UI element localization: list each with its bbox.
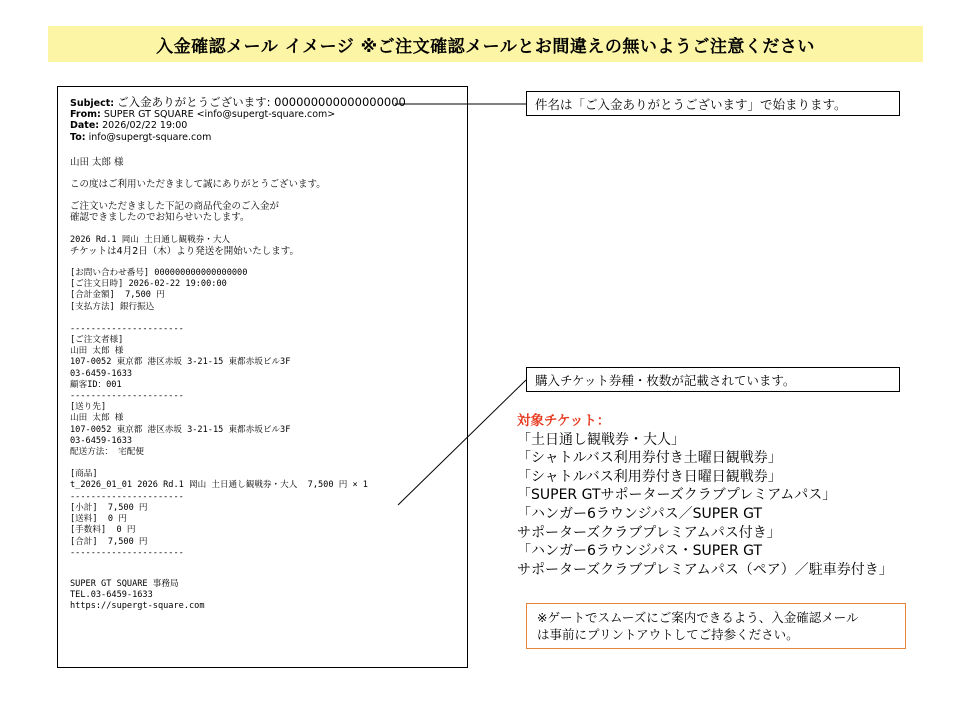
ticket-item: サポーターズクラブプレミアムパス（ペア）／駐車券付き」 — [517, 561, 893, 578]
handling-fee: [手数料] 0 円 — [70, 525, 136, 536]
ship-name: 山田 太郎 様 — [70, 413, 124, 424]
print-notice — [526, 603, 906, 649]
ship-address: 107-0052 東京都 港区赤坂 3-21-15 東都赤坂ビル3F — [70, 424, 291, 435]
ship-header: [送り先] — [70, 402, 107, 413]
notice-line-1: ※ゲートでスムーズにご案内できるよう、入金確認メール — [537, 610, 859, 625]
divider: ---------------------- — [70, 491, 184, 502]
ticket-connector-line — [398, 380, 526, 505]
product-header: [商品] — [70, 469, 98, 480]
ticket-item: 「ハンガー6ラウンジパス／SUPER GT — [517, 505, 763, 522]
confirm-text-1: ご注文いただきました下記の商品代金のご入金が — [70, 201, 280, 213]
date-value: 2026/02/22 19:00 — [102, 120, 188, 132]
banner-title: 入金確認メール イメージ ※ご注文確認メールとお間違えの無いようご注意ください — [156, 36, 815, 57]
event-line-2: チケットは4月2日（木）より発送を開始いたします。 — [70, 245, 299, 257]
greeting: 山田 太郎 様 — [70, 156, 124, 168]
divider: ---------------------- — [70, 547, 184, 558]
ticket-item: サポーターズクラブプレミアムパス付き」 — [517, 524, 781, 541]
subject-label: Subject: — [70, 98, 115, 109]
payment-method: [支払方法] 銀行振込 — [70, 301, 155, 312]
from-value: SUPER GT SQUARE <info@supergt-square.com> — [103, 109, 336, 121]
ticket-callout — [526, 367, 900, 392]
orderer-name: 山田 太郎 様 — [70, 346, 124, 357]
thanks-text: この度はご利用いただきまして誠にありがとうございます。 — [70, 179, 326, 191]
subject-value: ご入金ありがとうございます: 000000000000000000 — [117, 95, 406, 109]
ship-method: 配送方法： 宅配便 — [70, 447, 144, 458]
ticket-list — [517, 412, 893, 579]
office-url: https://supergt-square.com — [70, 601, 205, 612]
order-datetime: [ご注文日時] 2026-02-22 19:00:00 — [70, 279, 227, 290]
ticket-list-title: 対象チケット： — [517, 413, 611, 429]
to-label: To: — [70, 131, 86, 143]
grand-total: [合計] 7,500 円 — [70, 536, 148, 547]
ticket-item: 「シャトルバス利用券付き日曜日観戦券」 — [517, 468, 782, 485]
orderer-address: 107-0052 東京都 港区赤坂 3-21-15 東都赤坂ビル3F — [70, 357, 291, 368]
subject-callout — [526, 91, 900, 116]
total-amount: [合計金額] 7,500 円 — [70, 290, 165, 301]
office-tel: TEL.03-6459-1633 — [70, 590, 153, 601]
ship-phone: 03-6459-1633 — [70, 435, 133, 446]
divider: ---------------------- — [70, 391, 184, 402]
divider: ---------------------- — [70, 323, 184, 334]
product-line: t_2026_01_01 2026 Rd.1 岡山 土日通し観戦券・大人 7,500 円 × 1 — [70, 480, 368, 491]
notice-line-2: は事前にプリントアウトしてご持参ください。 — [537, 627, 799, 642]
customer-id: 顧客ID：001 — [70, 379, 122, 390]
ticket-item: 「シャトルバス利用券付き土曜日観戦券」 — [517, 450, 782, 467]
ticket-item: 「SUPER GTサポーターズクラブプレミアムパス」 — [517, 487, 837, 504]
date-label: Date: — [70, 120, 100, 132]
orderer-header: [ご注文者様] — [70, 335, 124, 346]
from-label: From: — [70, 109, 101, 121]
inquiry-number: [お問い合わせ番号] 000000000000000000 — [70, 268, 248, 279]
office-name: SUPER GT SQUARE 事務局 — [70, 578, 179, 589]
ticket-callout-text: 購入チケット券種・枚数が記載されています。 — [535, 372, 796, 388]
shipping-fee: [送料] 0 円 — [70, 514, 127, 525]
event-line-1: 2026 Rd.1 岡山 土日通し観戦券・大人 — [70, 234, 231, 245]
to-value: info@supergt-square.com — [88, 131, 212, 143]
confirm-text-2: 確認できましたのでお知らせいたします。 — [70, 212, 250, 224]
orderer-phone: 03-6459-1633 — [70, 368, 133, 379]
subtotal: [小計] 7,500 円 — [70, 502, 148, 513]
subject-callout-text: 件名は「ご入金ありがとうございます」で始まります。 — [535, 96, 847, 112]
ticket-item: 「土日通し観戦券・大人」 — [517, 431, 685, 448]
ticket-item: 「ハンガー6ラウンジパス・SUPER GT — [517, 543, 763, 560]
